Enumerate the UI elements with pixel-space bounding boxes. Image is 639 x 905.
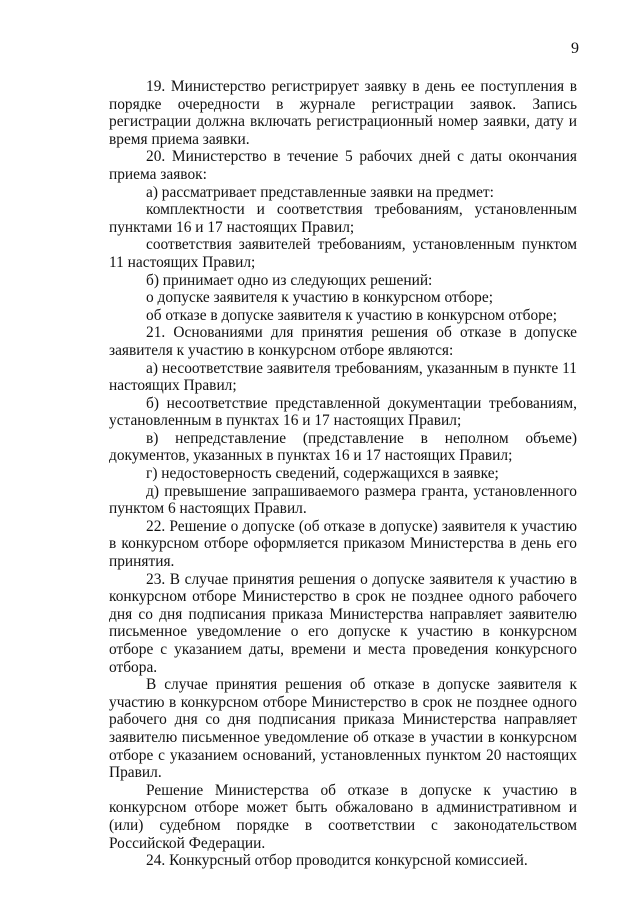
paragraph-22: 22. Решение о допуске (об отказе в допуске) заявителя к участию в конкурсном отборе оформляется приказом Министерства в день его принятия. xyxy=(109,517,577,571)
paragraph-20-a: а) рассматривает представленные заявки на предмет: xyxy=(146,183,494,201)
paragraph-23: 23. В случае принятия решения о допуске заявителя к участию в конкурсном отборе Министерство в срок не позднее одного рабочего дня со дня подписания приказа Министерства направляет заявителю письменное уведомление о его допуске к участию в конкурсном отборе с указанием даты, времени и места проведения конкурсного отбора. xyxy=(109,570,577,676)
document-body xyxy=(109,78,577,870)
paragraph-21-e: д) превышение запрашиваемого размера гранта, установленного пунктом 6 настоящих Правил. xyxy=(109,482,577,518)
page-number: 9 xyxy=(571,40,579,57)
paragraph-24: 24. Конкурсный отбор проводится конкурсной комиссией. xyxy=(146,852,528,870)
paragraph-21-c: в) непредставление (представление в неполном объеме) документов, указанных в пунктах 16 и 17 настоящих Правил; xyxy=(109,429,577,465)
paragraph-21-b: б) несоответствие представленной документации требованиям, установленным в пунктах 16 и 17 настоящих Правил; xyxy=(109,394,577,430)
paragraph-21-a: а) несоответствие заявителя требованиям, указанным в пункте 11 настоящих Правил; xyxy=(109,359,577,395)
paragraph-20: 20. Министерство в течение 5 рабочих дней с даты окончания приема заявок: xyxy=(109,148,577,183)
paragraph-20-b-2: об отказе в допуске заявителя к участию в конкурсном отборе; xyxy=(146,306,557,324)
paragraph-23-3: Решение Министерства об отказе в допуске к участию в конкурсном отборе может быть обжаловано в административном и (или) судебном порядке в соответствии с законодательством Российской Федерации. xyxy=(109,781,577,852)
paragraph-21: 21. Основаниями для принятия решения об отказе в допуске заявителя к участию в конкурсном отборе являются: xyxy=(109,324,577,359)
paragraph-21-d: г) недостоверность сведений, содержащихся в заявке; xyxy=(146,465,499,483)
paragraph-19: 19. Министерство регистрирует заявку в день ее поступления в порядке очередности в журнале регистрации заявок. Запись регистрации должна включать регистрационный номер заявки, дату и время приема заявки. xyxy=(109,78,577,148)
paragraph-20-b-1: о допуске заявителя к участию в конкурсном отборе; xyxy=(146,289,493,307)
paragraph-20-a-1: комплектности и соответствия требованиям, установленным пунктами 16 и 17 настоящих Правил; xyxy=(109,201,577,236)
paragraph-20-a-2: соответствия заявителей требованиям, установленным пунктом 11 настоящих Правил; xyxy=(109,236,577,271)
paragraph-20-b: б) принимает одно из следующих решений: xyxy=(146,271,433,289)
paragraph-23-2: В случае принятия решения об отказе в допуске заявителя к участию в конкурсном отборе Министерство в срок не позднее одного рабочего дня со дня подписания приказа Министерства направляет заявителю письменное уведомление об отказе в участии в конкурсном отборе с указанием оснований, установленных пунктом 20 настоящих Правил. xyxy=(109,676,577,782)
